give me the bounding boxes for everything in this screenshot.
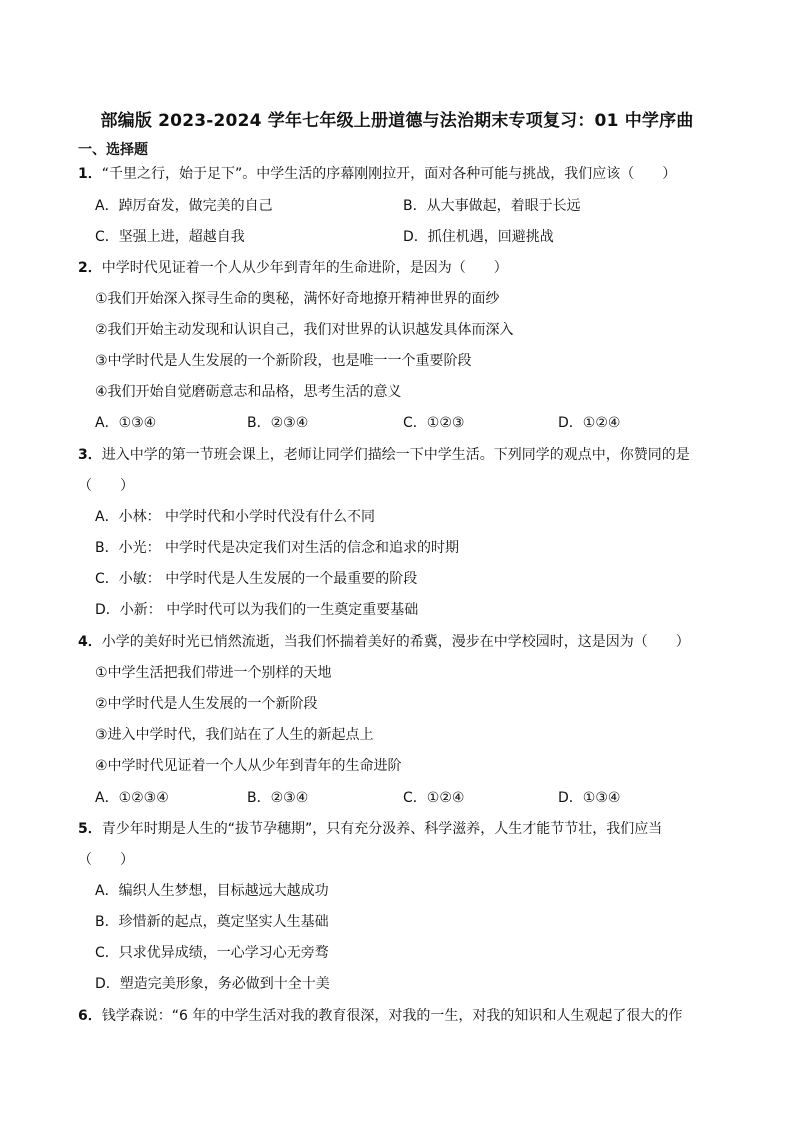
question-number: 5． [78,821,102,837]
question-number: 4． [78,634,102,650]
q2-statement-3: ③中学时代是人生发展的一个新阶段，也是唯一一个重要阶段 [95,353,472,369]
question-1 [78,165,676,183]
q5-stem-continued: （ ） [78,852,134,868]
q4-option-a: A．①②③④ [95,790,169,806]
q2-statement-1: ①我们开始深入探寻生命的奥秘，满怀好奇地撩开精神世界的面纱 [95,291,500,307]
q3-option-c: C．小敏： 中学时代是人生发展的一个最重要的阶段 [95,571,418,587]
q1-option-b: B．从大事做起，着眼于长远 [403,198,581,214]
q4-option-b: B．②③④ [247,790,309,806]
q3-option-b: B．小光： 中学时代是决定我们对生活的信念和追求的时期 [95,540,460,556]
q1-option-a: A．踔厉奋发，做完美的自己 [95,198,273,214]
question-stem: 进入中学的第一节班会课上，老师让同学们描绘一下中学生活。下列同学的观点中，你赞同的是 [101,447,690,463]
question-number: 6． [78,1008,102,1024]
q2-option-d: D．①②④ [558,415,621,431]
q2-option-b: B．②③④ [247,415,309,431]
q4-option-c: C．①②④ [403,790,465,806]
q5-option-b: B．珍惜新的起点，奠定坚实人生基础 [95,914,329,930]
question-stem: 钱学森说：“6 年的中学生活对我的教育很深，对我的一生，对我的知识和人生观起了很大的作 [101,1008,683,1024]
question-6 [78,1007,682,1025]
q5-option-a: A．编织人生梦想，目标越远大越成功 [95,883,329,899]
document-title: 部编版 2023-2024 学年七年级上册道德与法治期末专项复习：01 中学序曲 [100,111,694,131]
q2-option-c: C．①②③ [403,415,465,431]
q2-option-a: A．①③④ [95,415,157,431]
question-stem: 青少年时期是人生的“拔节孕穗期”，只有充分汲养、科学滋养，人生才能节节壮，我们应当 [101,821,663,837]
q2-statement-2: ②我们开始主动发现和认识自己，我们对世界的认识越发具体而深入 [95,322,514,338]
q4-statement-2: ②中学时代是人生发展的一个新阶段 [95,696,318,712]
question-4 [78,633,690,651]
question-stem: “千里之行，始于足下”。中学生活的序幕刚刚拉开，面对各种可能与挑战，我们应该（ ） [101,166,677,182]
q3-option-a: A．小林： 中学时代和小学时代没有什么不同 [95,509,376,525]
question-3 [78,446,690,464]
question-stem: 小学的美好时光已悄然流逝，当我们怀揣着美好的希冀，漫步在中学校园时，这是因为（ ） [101,634,690,650]
q5-option-d: D．塑造完美形象，务必做到十全十美 [95,976,330,992]
question-number: 2． [78,260,102,276]
question-2 [78,259,508,277]
question-stem: 中学时代见证着一个人从少年到青年的生命进阶，是因为（ ） [101,260,508,276]
q4-statement-3: ③进入中学时代，我们站在了人生的新起点上 [95,727,374,743]
q4-option-d: D．①③④ [558,790,621,806]
q4-statement-4: ④中学时代见证着一个人从少年到青年的生命进阶 [95,758,402,774]
question-5 [78,820,662,838]
q3-option-d: D．小新： 中学时代可以为我们的一生奠定重要基础 [95,602,419,618]
q1-option-c: C．坚强上进，超越自我 [95,229,245,245]
q4-statement-1: ①中学生活把我们带进一个别样的天地 [95,665,332,681]
q1-option-d: D．抓住机遇，回避挑战 [403,229,554,245]
question-number: 1． [78,166,102,182]
question-number: 3． [78,447,102,463]
q3-stem-continued: （ ） [78,478,134,494]
section-heading: 一、选择题 [78,142,148,158]
q2-statement-4: ④我们开始自觉磨砺意志和品格，思考生活的意义 [95,384,402,400]
q5-option-c: C．只求优异成绩，一心学习心无旁骛 [95,945,329,961]
